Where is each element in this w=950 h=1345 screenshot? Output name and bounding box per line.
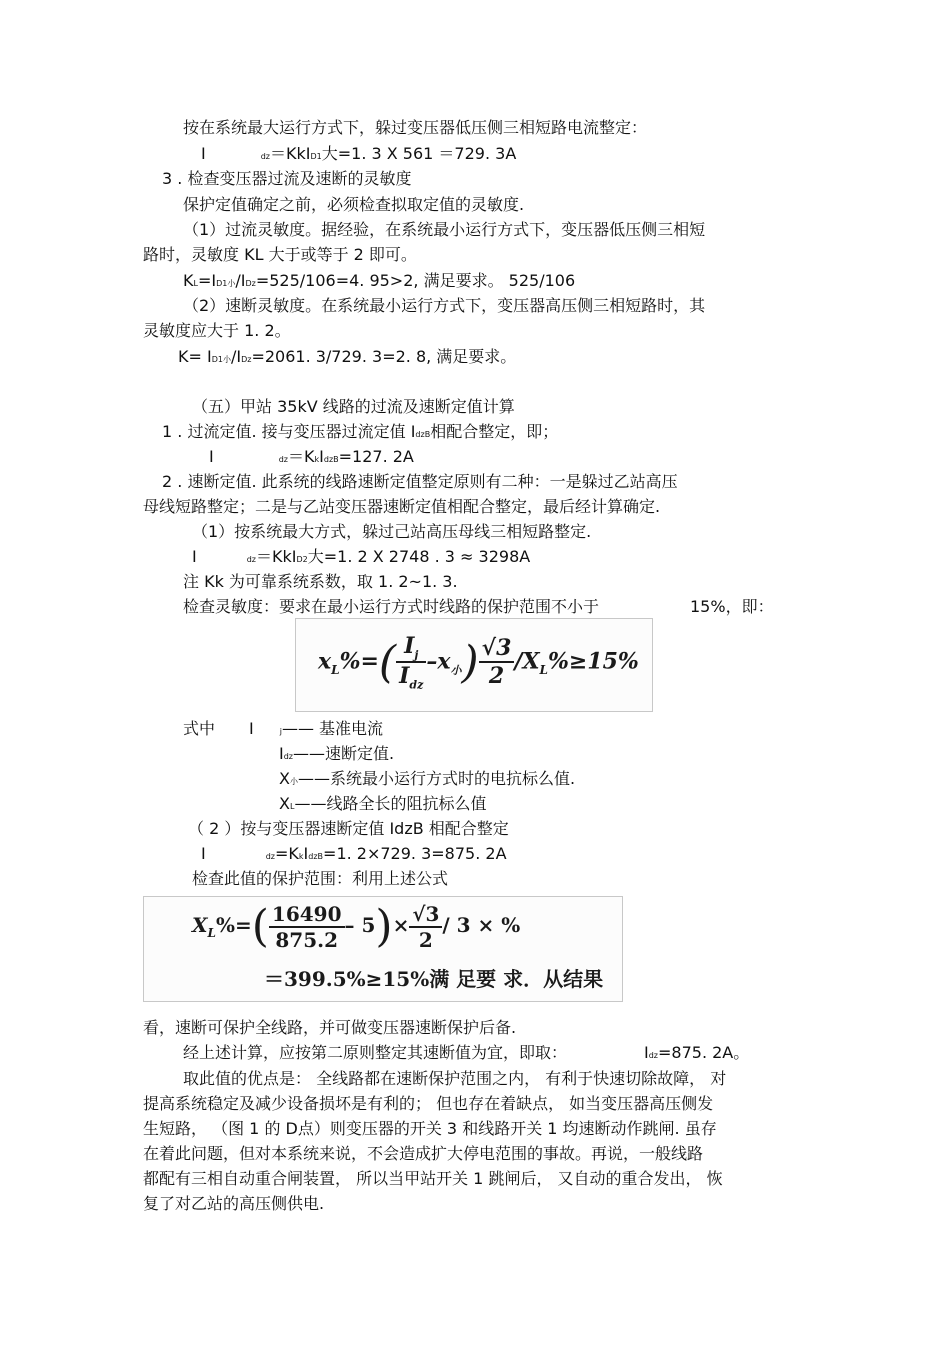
section-heading: （五）甲站 35kV 线路的过流及速断定值计算	[192, 397, 515, 416]
equation-line: KL=ID1小/IDz=525/106=4. 95>2, 满足要求。 525/106	[183, 271, 576, 290]
text-line: （1）按系统最大方式，躲过己站高压母线三相短路整定.	[192, 522, 592, 541]
text-line: 式中 I j—— 基准电流	[183, 719, 384, 738]
text-line: 在着此问题，但对本系统来说，不会造成扩大停电范围的事故。再说，一般线路	[143, 1144, 704, 1163]
equation-line: I dz＝KkIdzB=127. 2A	[209, 447, 414, 466]
text-line: 1 . 过流定值. 接与变压器过流定值 IdzB相配合整定，即；	[162, 422, 559, 441]
text-line: 检查灵敏度：要求在最小运行方式时线路的保护范围不小于	[183, 597, 600, 616]
text-line: 经上述计算，应按第二原则整定其速断值为宜，即取：	[183, 1043, 568, 1062]
text-line: 2 . 速断定值. 此系统的线路速断定值整定原则有二种：一是躲过乙站高压	[162, 472, 678, 491]
text-line: （ 2 ）按与变压器速断定值 IdzB 相配合整定	[188, 819, 509, 838]
equation-line: I dz＝KkID1大=1. 3 X 561 ＝729. 3A	[201, 144, 517, 163]
text-line: 复了对乙站的高压侧供电.	[143, 1194, 325, 1213]
text-line: 都配有三相自动重合闸装置， 所以当甲站开关 1 跳闸后， 又自动的重合发出， 恢	[143, 1169, 723, 1188]
equation-line: K= ID1小/IDz=2061. 3/729. 3=2. 8, 满足要求。	[178, 347, 517, 366]
section-heading: 3 . 检查变压器过流及速断的灵敏度	[162, 169, 412, 188]
text-line: （2）速断灵敏度。在系统最小运行方式下，变压器高压侧三相短路时，其	[183, 296, 706, 315]
text-line: 看，速断可保护全线路，并可做变压器速断保护后备.	[143, 1018, 517, 1037]
text-line: 取此值的优点是： 全线路都在速断保护范围之内， 有利于快速切除故障， 对	[183, 1069, 727, 1088]
text-line: 生短路， （图 1 的 D点）则变压器的开关 3 和线路开关 1 均速断动作跳闸. 虽存	[143, 1119, 717, 1138]
equation-line: I dz＝KkID2大=1. 2 X 2748 . 3 ≈ 3298A	[192, 547, 531, 566]
text-line: Idz——速断定值.	[279, 744, 395, 763]
formula-image-sensitivity: $x_L\%=$( $\frac{I_j}{I_{dz}}$ $-x_小$) $\frac{√3}{2}$ $/X_L\%\ge 15\%$	[295, 618, 653, 712]
text-line: X小——系统最小运行方式时的电抗标么值.	[279, 769, 576, 788]
text-line: 母线短路整定；二是与乙站变压器速断定值相配合整定，最后经计算确定.	[143, 497, 661, 516]
text-line: 提高系统稳定及减少设备损坏是有利的； 但也存在着缺点， 如当变压器高压侧发	[143, 1094, 714, 1113]
text-line: 路时，灵敏度 KL 大于或等于 2 即可。	[143, 245, 417, 264]
text-line: 灵敏度应大于 1. 2。	[143, 321, 291, 340]
text-line: XL——线路全长的阻抗标么值	[279, 794, 487, 813]
text-line: 保护定值确定之前，必须检查拟取定值的灵敏度.	[183, 195, 525, 214]
equation-line: Idz=875. 2A。	[644, 1043, 750, 1062]
text-line: 检查此值的保护范围：利用上述公式	[192, 869, 449, 888]
text-line: （1）过流灵敏度。据经验，在系统最小运行方式下，变压器低压侧三相短	[183, 220, 706, 239]
formula-image-range: $X_L\%=$( $\frac{16490}{875.2}$ – 5)× $\frac{√3}{2}$ / 3 × % ＝399.5%≥15%满 足要 求．从结果	[143, 896, 623, 1002]
text-line: 注 Kk 为可靠系统系数，取 1. 2~1. 3.	[183, 572, 458, 591]
text-line: 15%，即：	[690, 597, 774, 616]
text-line: 按在系统最大运行方式下，躲过变压器低压侧三相短路电流整定：	[183, 118, 648, 137]
equation-line: I dz=KkIdzB=1. 2×729. 3=875. 2A	[201, 844, 507, 863]
